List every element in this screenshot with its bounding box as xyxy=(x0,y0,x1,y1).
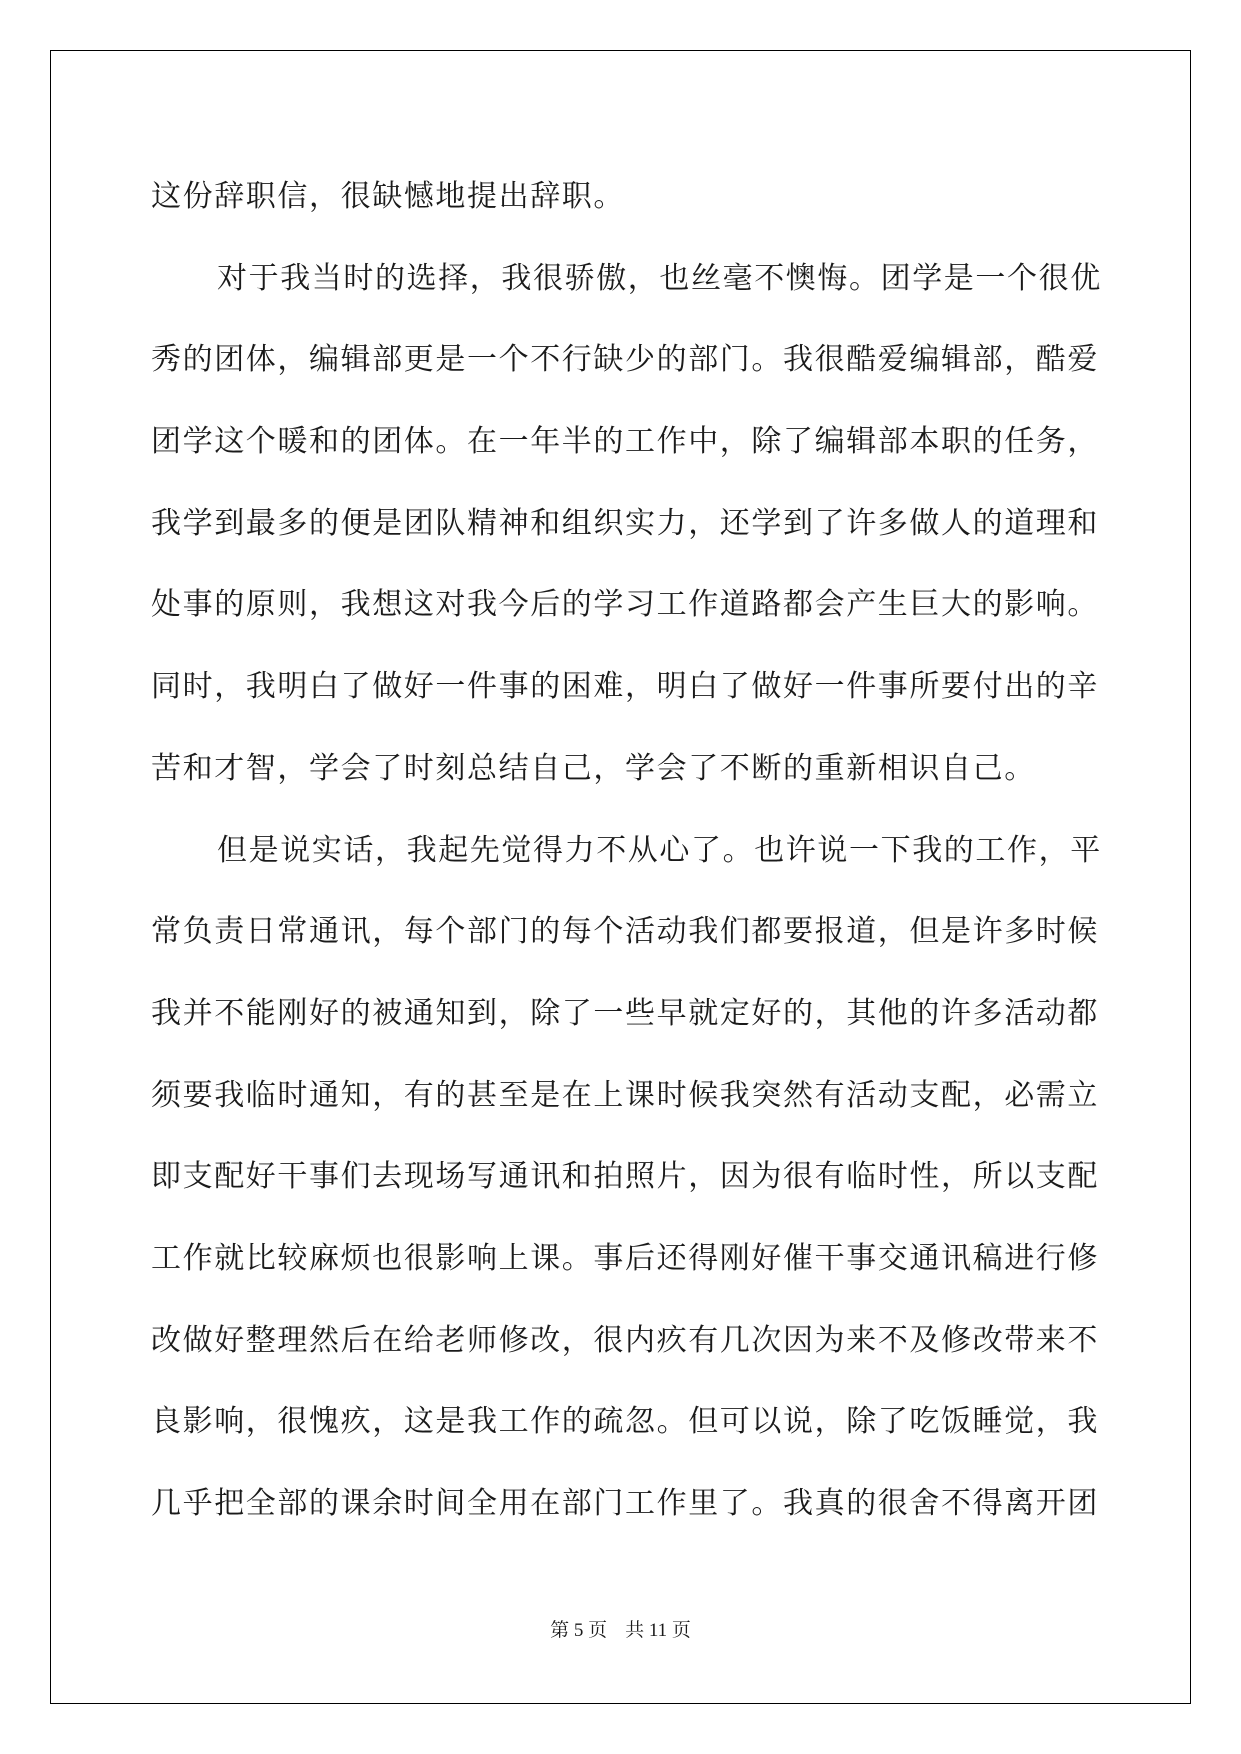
text-line: 我学到最多的便是团队精神和组织实力，还学到了许多做人的道理和 xyxy=(151,505,1099,541)
page-number: 第 5 页 xyxy=(550,1620,608,1641)
text-line: 几乎把全部的课余时间全用在部门工作里了。我真的很舍不得离开团 xyxy=(151,1486,1099,1521)
text-line: 我并不能刚好的被通知到，除了一些早就定好的，其他的许多活动都 xyxy=(151,995,1099,1031)
text-line: 改做好整理然后在给老师修改，很内疚有几次因为来不及修改带来不 xyxy=(151,1322,1099,1358)
text-line: 良影响，很愧疚，这是我工作的疏忽。但可以说，除了吃饭睡觉，我 xyxy=(151,1404,1099,1440)
text-line: 苦和才智，学会了时刻总结自己，学会了不断的重新相识自己。 xyxy=(151,750,1036,786)
text-line: 处事的原则，我想这对我今后的学习工作道路都会产生巨大的影响。 xyxy=(151,587,1099,623)
text-line: 这份辞职信，很缺憾地提出辞职。 xyxy=(151,179,625,214)
document-body xyxy=(151,156,1102,1545)
text-line: 常负责日常通讯，每个部门的每个活动我们都要报道，但是许多时候 xyxy=(151,914,1099,950)
text-line: 秀的团体，编辑部更是一个不行缺少的部门。我很酷爱编辑部，酷爱 xyxy=(151,342,1099,378)
text-line: 同时，我明白了做好一件事的困难，明白了做好一件事所要付出的辛 xyxy=(151,669,1099,705)
text-line: 即支配好干事们去现场写通讯和拍照片，因为很有临时性，所以支配 xyxy=(151,1159,1099,1195)
paragraph-start-line: 但是说实话，我起先觉得力不从心了。也许说一下我的工作，平 xyxy=(217,832,1102,868)
text-line: 须要我临时通知，有的甚至是在上课时候我突然有活动支配，必需立 xyxy=(151,1077,1099,1113)
text-line: 团学这个暖和的团体。在一年半的工作中，除了编辑部本职的任务， xyxy=(151,424,1099,460)
page-total: 共 11 页 xyxy=(625,1620,691,1641)
text-line: 工作就比较麻烦也很影响上课。事后还得刚好催干事交通讯稿进行修 xyxy=(151,1240,1099,1276)
page-footer xyxy=(0,1615,1241,1642)
paragraph-start-line: 对于我当时的选择，我很骄傲，也丝毫不懊悔。团学是一个很优 xyxy=(217,260,1102,296)
